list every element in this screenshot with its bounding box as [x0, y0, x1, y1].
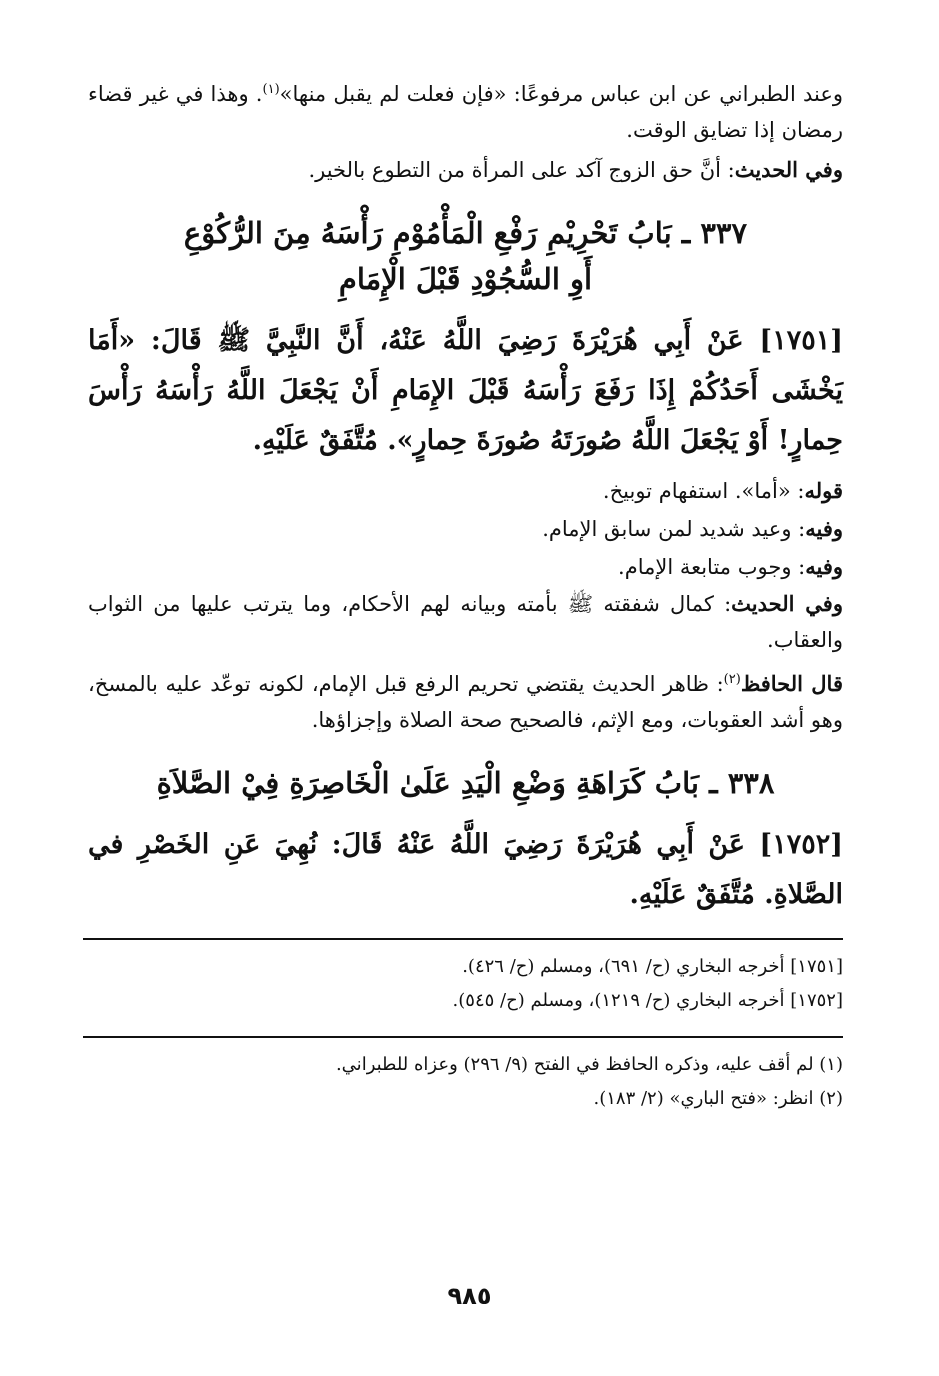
commentary-fihi-2: [88, 548, 843, 586]
qawluhu-lead: قوله: [804, 478, 843, 503]
hafiz-lead: قال الحافظ: [740, 671, 843, 696]
hadith-1752: [١٧٥٢] عَنْ أَبِي هُرَيْرَةَ رَضِيَ اللَّهُ عَنْهُ قَالَ: نُهِيَ عَنِ الخَصْرِ في الصَّلاةِ. مُتَّفَقٌ عَلَيْهِ.: [88, 829, 843, 910]
intro-paragraph: [88, 72, 843, 148]
fihi-1-text: : وعيد شديد لمن سابق الإمام.: [542, 517, 806, 541]
footnote-ref-1[interactable]: (١): [262, 82, 280, 97]
chapter-337-line2: أَوِ السُّجُوْدِ قَبْلَ الْإِمَامِ: [338, 262, 593, 296]
chapter-heading-338: [88, 760, 843, 806]
footnotes-divider: [83, 1036, 843, 1038]
footnote-ref-2[interactable]: (٢): [723, 672, 741, 687]
refs-divider: [83, 938, 843, 940]
footnote-2: (٢) انظر: «فتح الباري» (٢/ ١٨٣).: [593, 1088, 843, 1109]
qawluhu-text: : «أما». استفهام توبيخ.: [602, 479, 805, 503]
intro-tail: . وهذا في غير قضاء رمضان إذا تضايق الوقت.: [88, 82, 843, 142]
page-number: ٩٨٥: [447, 1282, 492, 1310]
hadith-text: : كمال شفقته ﷺ بأمته وبيانه لهم الأحكام، وما يترتب عليها من الثواب والعقاب.: [88, 592, 843, 652]
commentary-qawluhu: [88, 472, 843, 510]
fiqh-text: : أنَّ حق الزوج آكد على المرأة من التطوع بالخير.: [308, 158, 735, 182]
fihi-1-lead: وفيه: [805, 516, 843, 541]
intro-text: وعند الطبراني عن ابن عباس مرفوعًا: «فإن فعلت لم يقبل منها»: [279, 82, 844, 106]
commentary-fihi-1: [88, 510, 843, 548]
footnote-1: (١) لم أقف عليه، وذكره الحافظ في الفتح (٩/ ٢٩٦) وعزاه للطبراني.: [335, 1054, 843, 1075]
hafiz-text: : ظاهر الحديث يقتضي تحريم الرفع قبل الإمام، لكونه توعّد عليه بالمسخ، وهو أشد العقوبات، ومع الإثم، فالصحيح صحة الصلاة وإجزاؤها.: [88, 672, 843, 732]
commentary-hadith: [88, 586, 843, 658]
fihi-2-text: : وجوب متابعة الإمام.: [618, 555, 806, 579]
fiqh-lead: وفي الحديث: [734, 157, 843, 182]
fihi-2-lead: وفيه: [805, 554, 843, 579]
chapter-338-line1: ٣٣٨ ـ بَابُ كَرَاهَةِ وَضْعِ الْيَدِ عَلَىٰ الْخَاصِرَةِ فِيْ الصَّلاَةِ: [156, 766, 775, 800]
chapter-337-line1: ٣٣٧ ـ بَابُ تَحْرِيْمِ رَفْعِ الْمَأْمُوْمِ رَأْسَهُ مِنَ الرُّكُوْعِ: [183, 216, 748, 250]
ref-1752: [١٧٥٢] أخرجه البخاري (ح/ ١٢١٩)، ومسلم (ح/ ٥٤٥).: [452, 990, 843, 1011]
commentary-hafiz: [88, 662, 843, 738]
ref-1751: [١٧٥١] أخرجه البخاري (ح/ ٦٩١)، ومسلم (ح/ ٤٢٦).: [462, 956, 843, 977]
chapter-heading-337: [88, 210, 843, 302]
fiqh-paragraph: [88, 152, 843, 188]
hadith-1751: [١٧٥١] عَنْ أَبِي هُرَيْرَةَ رَضِيَ اللَّهُ عَنْهُ، أَنَّ النَّبِيَّ ﷺ قَالَ: «أَمَا يَخْشَى أَحَدُكُمْ إِذَا رَفَعَ رَأْسَهُ قَبْلَ الإِمَامِ أَنْ يَجْعَلَ اللَّهُ رَأْسَهُ رَأْسَ حِمارٍ! أَوْ يَجْعَلَ اللَّهُ صُورَتَهُ صُورَةَ حِمارٍ». مُتَّفَقٌ عَلَيْهِ.: [88, 325, 843, 456]
page-body: [88, 72, 843, 1116]
hadith-lead: وفي الحديث: [731, 591, 843, 616]
